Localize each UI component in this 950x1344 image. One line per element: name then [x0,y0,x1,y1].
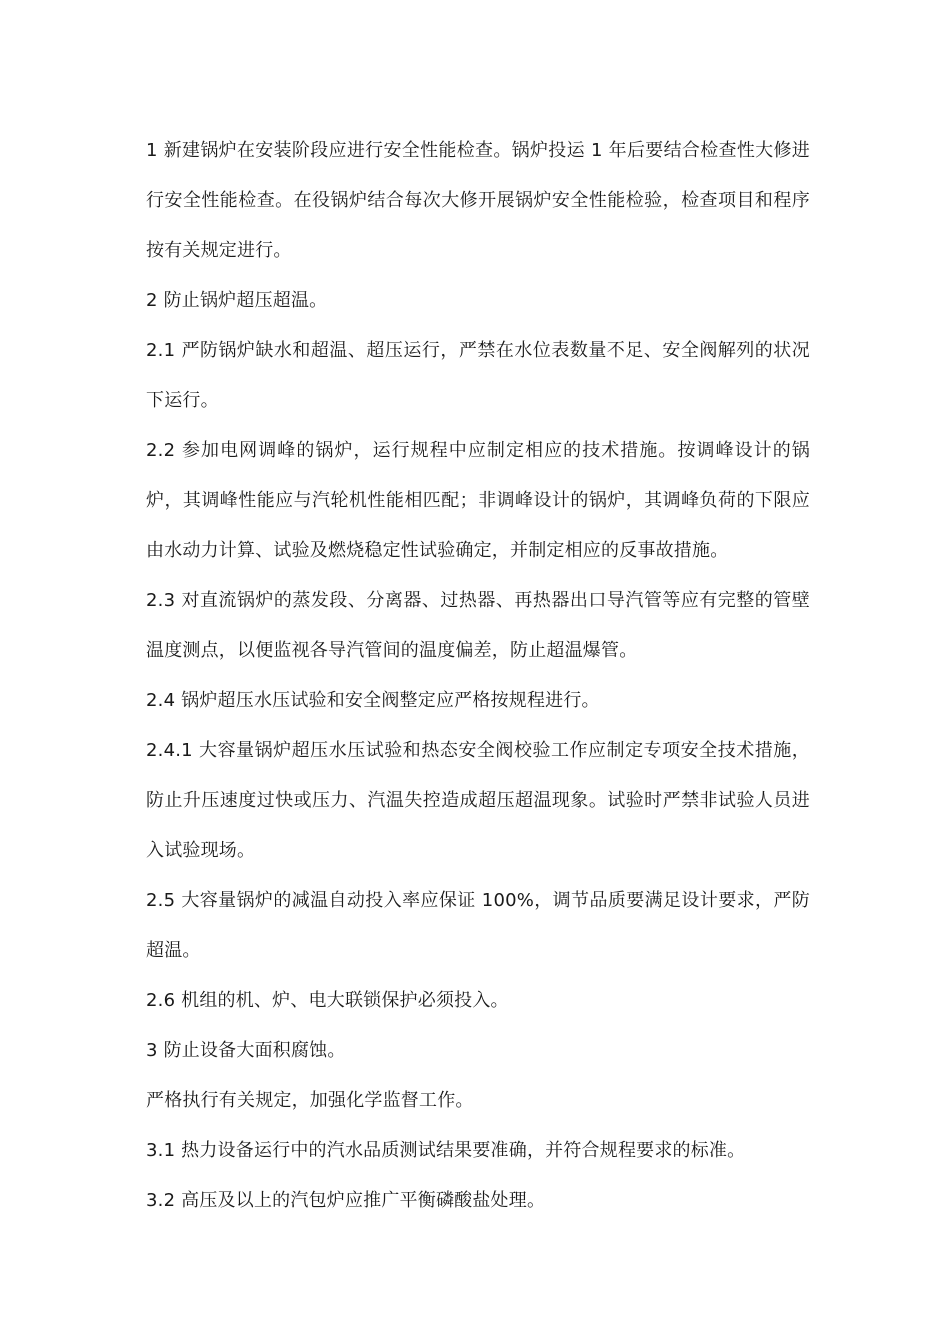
paragraph-3-2: 3.2 高压及以上的汽包炉应推广平衡磷酸盐处理。 [146,1190,546,1211]
paragraph-2-6: 2.6 机组的机、炉、电大联锁保护必须投入。 [146,990,509,1011]
paragraph-2-4: 2.4 锅炉超压水压试验和安全阀整定应严格按规程进行。 [146,690,600,711]
paragraph-2-2: 2.2 参加电网调峰的锅炉，运行规程中应制定相应的技术措施。按调峰设计的锅炉，其调峰性能应与汽轮机性能相匹配；非调峰设计的锅炉，其调峰负荷的下限应由水动力计算、试验及燃烧稳定性试验确定，并制定相应的反事故措施。 [146,440,810,561]
paragraph-2-5: 2.5 大容量锅炉的减温自动投入率应保证 100%，调节品质要满足设计要求，严防超温。 [146,890,810,961]
paragraph-2-1: 2.1 严防锅炉缺水和超温、超压运行，严禁在水位表数量不足、安全阀解列的状况下运行。 [146,340,810,411]
heading-2: 2 防止锅炉超压超温。 [146,290,328,311]
paragraph-1: 1 新建锅炉在安装阶段应进行安全性能检查。锅炉投运 1 年后要结合检查性大修进行安全性能检查。在役锅炉结合每次大修开展锅炉安全性能检验，检查项目和程序按有关规定进行。 [146,140,810,261]
paragraph-3-1: 3.1 热力设备运行中的汽水品质测试结果要准确，并符合规程要求的标准。 [146,1140,746,1161]
paragraph-2-3: 2.3 对直流锅炉的蒸发段、分离器、过热器、再热器出口导汽管等应有完整的管壁温度测点，以便监视各导汽管间的温度偏差，防止超温爆管。 [146,590,810,661]
document-body [146,126,810,1226]
heading-3: 3 防止设备大面积腐蚀。 [146,1040,346,1061]
paragraph-3-intro: 严格执行有关规定，加强化学监督工作。 [146,1090,474,1111]
paragraph-2-4-1: 2.4.1 大容量锅炉超压水压试验和热态安全阀校验工作应制定专项安全技术措施，防止升压速度过快或压力、汽温失控造成超压超温现象。试验时严禁非试验人员进入试验现场。 [146,740,810,861]
